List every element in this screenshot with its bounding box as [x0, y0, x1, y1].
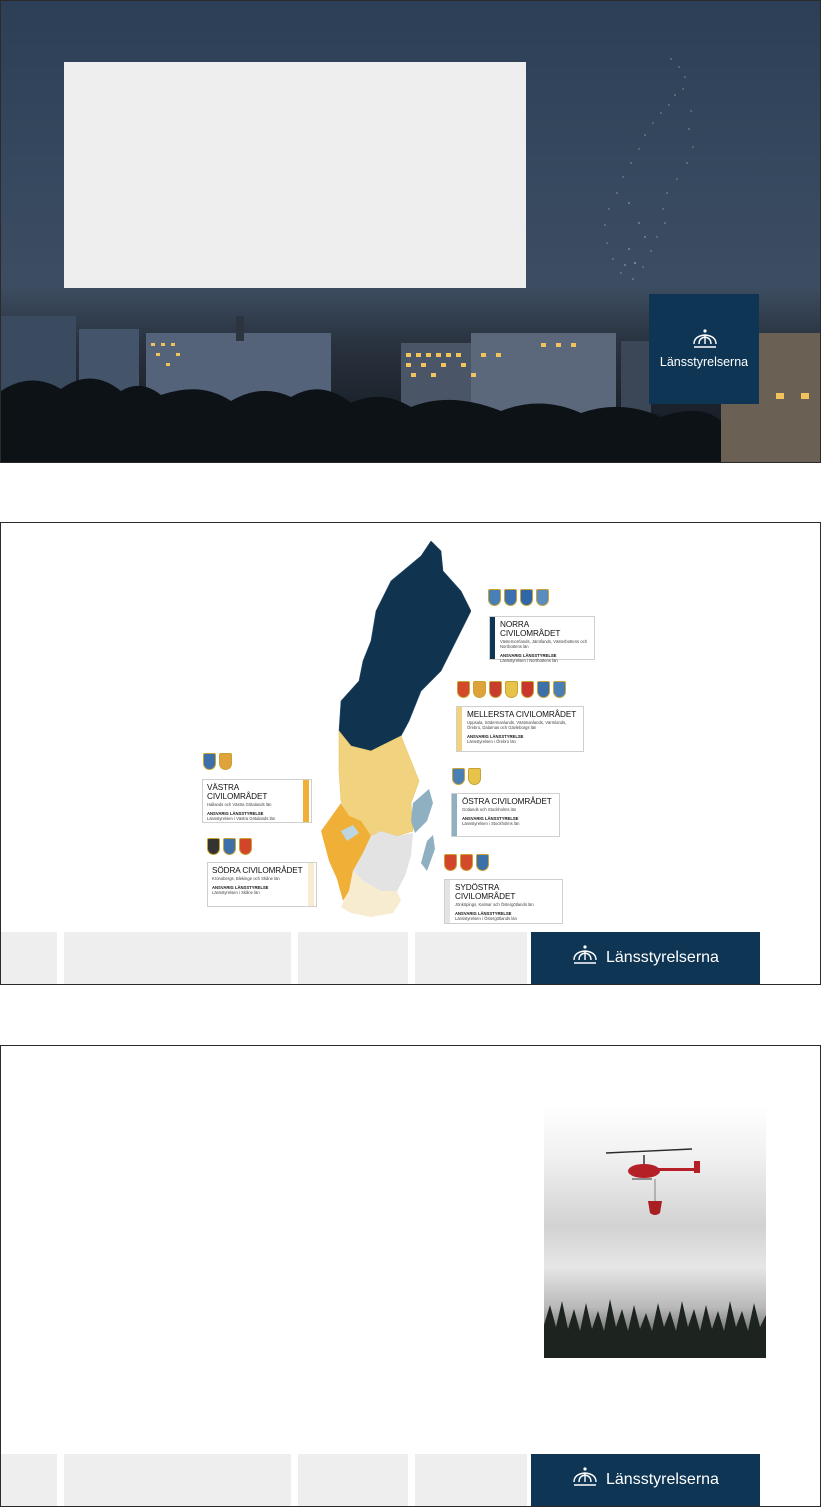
slide-footer — [1, 1454, 820, 1506]
mellersta-crests — [457, 681, 566, 698]
lansstyrelserna-logo — [531, 932, 760, 984]
responsible-authority: Länsstyrelsen i Norrbottens län — [500, 658, 558, 663]
ostra-area — [411, 789, 433, 833]
info-box-vastra — [202, 779, 312, 823]
info-box-mellersta — [456, 706, 584, 752]
logo-wordmark: Länsstyrelserna — [606, 949, 719, 966]
slide-footer — [1, 932, 820, 984]
coat-of-arms-icon — [207, 838, 220, 855]
responsible-label: ANSVARIG LÄNSSTYRELSE — [462, 816, 519, 821]
title-slide — [0, 0, 821, 463]
region-counties: Västernorrlands, Jämtlands, Västerbottens och Norrbottens län — [500, 639, 588, 649]
sodra-crests — [207, 838, 252, 855]
footer-cell — [415, 1454, 527, 1506]
coat-of-arms-icon — [223, 838, 236, 855]
responsible-label: ANSVARIG LÄNSSTYRELSE — [207, 811, 264, 816]
color-bar — [308, 863, 314, 906]
helicopter-photo-slide — [0, 1045, 821, 1507]
region-title: ÖSTRA CIVILOMRÅDET — [462, 797, 552, 806]
region-title: SÖDRA CIVILOMRÅDET — [212, 866, 303, 875]
responsible-label: ANSVARIG LÄNSSTYRELSE — [500, 653, 557, 658]
logo-wordmark: Länsstyrelserna — [659, 355, 749, 369]
ostra-crests — [452, 768, 481, 785]
region-counties: Kronobergs, Blekinge och Skåne län — [212, 876, 280, 881]
civilomraden-map-slide — [0, 522, 821, 985]
info-box-ostra — [451, 793, 560, 837]
footer-cell — [415, 932, 527, 984]
responsible-authority: Länsstyrelsen i Stockholms län — [462, 821, 520, 826]
coat-of-arms-icon — [473, 681, 486, 698]
color-bar — [445, 880, 450, 923]
footer-cell — [64, 1454, 291, 1506]
footer-cell — [1, 932, 57, 984]
norra-crests — [488, 589, 549, 606]
region-title: NORRA CIVILOMRÅDET — [500, 620, 561, 638]
region-counties: Jönköpings, Kalmar och Östergötlands län — [455, 902, 534, 907]
color-bar — [452, 794, 457, 836]
color-bar — [490, 617, 495, 659]
coat-of-arms-icon — [452, 768, 465, 785]
info-box-sodra — [207, 862, 317, 907]
color-bar — [457, 707, 462, 751]
logo-wordmark: Länsstyrelserna — [606, 1471, 719, 1488]
vastra-crests — [203, 753, 232, 770]
coat-of-arms-icon — [521, 681, 534, 698]
lansstyrelserna-logo — [649, 294, 759, 404]
coat-of-arms-icon — [460, 854, 473, 871]
footer-cell — [298, 1454, 408, 1506]
crown-icon — [691, 328, 719, 350]
coat-of-arms-icon — [505, 681, 518, 698]
coat-of-arms-icon — [476, 854, 489, 871]
coat-of-arms-icon — [536, 589, 549, 606]
region-counties: Hallands och Västra Götalands län — [207, 802, 272, 807]
coat-of-arms-icon — [537, 681, 550, 698]
coat-of-arms-icon — [219, 753, 232, 770]
sweden-lights-outline — [599, 53, 709, 283]
coat-of-arms-icon — [239, 838, 252, 855]
coat-of-arms-icon — [444, 854, 457, 871]
footer-cell — [64, 932, 291, 984]
coat-of-arms-icon — [553, 681, 566, 698]
region-title: MELLERSTA CIVILOMRÅDET — [467, 710, 577, 719]
color-bar — [303, 780, 309, 822]
region-title: VÄSTRA CIVILOMRÅDET — [207, 783, 268, 801]
responsible-authority: Länsstyrelsen i Östergötlands län — [455, 916, 517, 921]
coat-of-arms-icon — [520, 589, 533, 606]
coat-of-arms-icon — [457, 681, 470, 698]
title-placeholder-box — [64, 62, 526, 288]
region-counties: Gotlands och Stockholms län — [462, 807, 517, 812]
firefighting-helicopter-photo — [544, 1105, 766, 1358]
responsible-label: ANSVARIG LÄNSSTYRELSE — [467, 734, 524, 739]
sydostra-crests — [444, 854, 489, 871]
norra-area — [339, 541, 471, 751]
footer-cell — [1, 1454, 57, 1506]
responsible-authority: Länsstyrelsen i Västra Götalands län — [207, 816, 276, 821]
info-box-norra — [489, 616, 595, 663]
responsible-label: ANSVARIG LÄNSSTYRELSE — [455, 911, 512, 916]
region-counties: Uppsala, Södermanlands, Västmanlands, Värmlands, Örebro, Dalarnas och Gävleborgs län — [467, 720, 567, 730]
gotland-area — [421, 835, 435, 871]
crown-icon — [571, 944, 599, 966]
lansstyrelserna-logo — [531, 1454, 760, 1506]
responsible-authority: Länsstyrelsen i Örebro län — [467, 739, 516, 744]
coat-of-arms-icon — [489, 681, 502, 698]
responsible-authority: Länsstyrelsen i Skåne län — [212, 890, 260, 895]
info-box-sydostra — [444, 879, 563, 924]
coat-of-arms-icon — [488, 589, 501, 606]
responsible-label: ANSVARIG LÄNSSTYRELSE — [212, 885, 269, 890]
crown-icon — [571, 1466, 599, 1488]
coat-of-arms-icon — [504, 589, 517, 606]
footer-cell — [298, 932, 408, 984]
region-title: SYDÖSTRA CIVILOMRÅDET — [455, 883, 516, 901]
coat-of-arms-icon — [203, 753, 216, 770]
coat-of-arms-icon — [468, 768, 481, 785]
